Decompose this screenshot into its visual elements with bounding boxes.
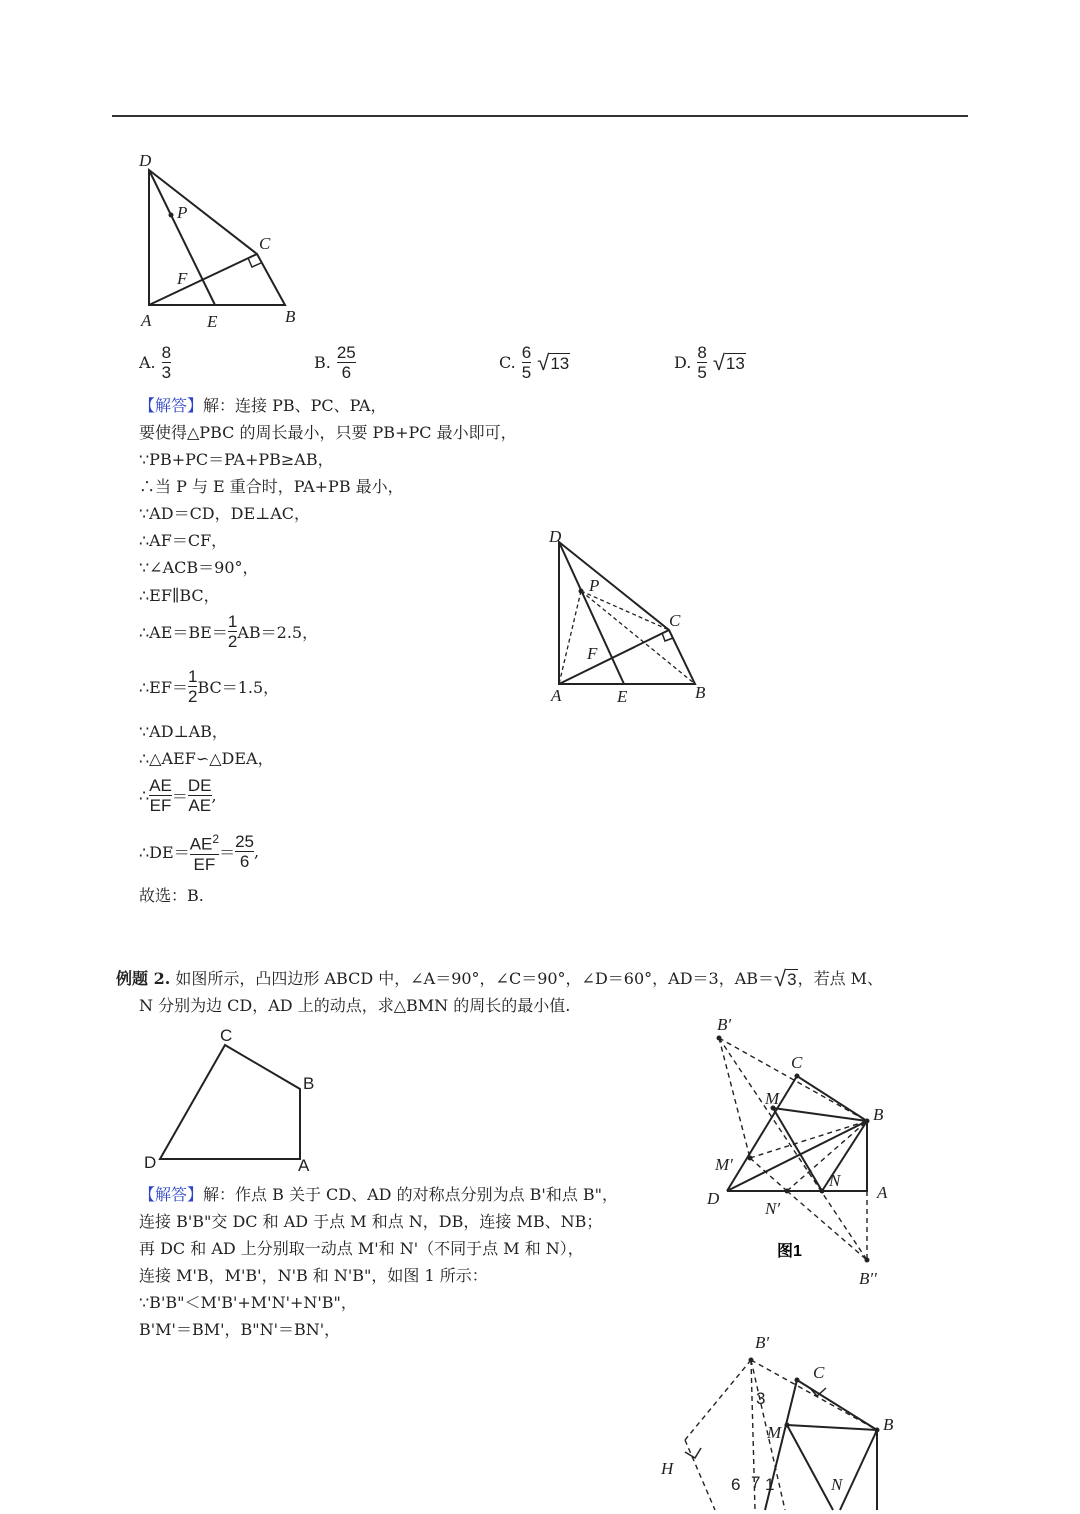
figure-4 <box>705 1008 905 1297</box>
figure-3 <box>140 1025 330 1179</box>
solution1-line-3: ∵PB+PC＝PA+PB≥AB， <box>139 450 334 469</box>
fig4-label-n-prime: N′ <box>765 1199 781 1218</box>
example2-line-2: N 分别为边 CD，AD 上的动点，求△BMN 的周长的最小值. <box>139 996 571 1015</box>
solution1-ef-equation: ∴EF＝ $\frac{1}{2}$ BC＝1.5， <box>139 667 280 706</box>
solution2-line-2: 连接 B'B"交 DC 和 AD 于点 M 和点 N，DB，连接 MB、NB； <box>139 1212 603 1231</box>
fig2-label-e: E <box>617 687 628 706</box>
fig5-label-1: 1 <box>765 1475 775 1494</box>
fig5-label-7: 7 <box>751 1473 761 1492</box>
solution2-line-1: 【解答】解：作点 B 关于 CD、AD 的对称点分别为点 B'和点 B"， <box>139 1185 619 1204</box>
fig4-label-a: A <box>877 1183 888 1202</box>
option-a: A. $\frac{8}{3}$ <box>139 343 172 382</box>
fig3-label-c: C <box>220 1026 233 1045</box>
solution2-line-5: ∵B'B"＜M'B'+M'N'+N'B"， <box>139 1293 357 1312</box>
fig4-caption: 图1 <box>777 1243 802 1260</box>
fig4-label-m-prime: M′ <box>715 1155 733 1174</box>
fig1-label-d: D <box>139 151 152 170</box>
fig5-label-h: H <box>661 1459 674 1478</box>
fig2-label-c: C <box>669 611 681 630</box>
fig4-label-m: M <box>765 1089 780 1108</box>
solution1-ae-equation: ∴AE＝BE＝ $\frac{1}{2}$ AB＝2.5， <box>139 612 319 651</box>
fig2-label-d: D <box>549 527 562 546</box>
fig3-label-d: D <box>144 1153 157 1172</box>
fig5-label-3: 3 <box>756 1389 766 1408</box>
fig4-label-b-prime: B′ <box>717 1015 732 1034</box>
fig4-label-b-double-prime: B′′ <box>859 1269 877 1288</box>
fig1-label-p: P <box>177 203 188 222</box>
fig5-label-b: B <box>883 1415 894 1434</box>
solution1-line-1: 【解答】解：连接 PB、PC、PA， <box>139 396 387 415</box>
solution2-line-4: 连接 M'B，M'B'，N'B 和 N'B"，如图 1 所示： <box>139 1266 488 1285</box>
solution2-line-6: B'M'＝BM'，B"N'＝BN'， <box>139 1320 341 1339</box>
header-rule <box>112 115 968 117</box>
solution1-ratio-equation: ∴ $\frac{AE}{EF}$ ＝ $\frac{DE}{AE}$ , <box>139 776 217 815</box>
fig2-label-p: P <box>589 576 600 595</box>
fig2-label-a: A <box>551 686 562 705</box>
fig4-label-n: N <box>829 1171 841 1190</box>
option-c: C. $\frac{6}{5}$ √ 13 <box>499 343 570 382</box>
fig1-label-e: E <box>207 312 218 331</box>
option-d: D. $\frac{8}{5}$ √ 13 <box>674 343 745 382</box>
fig1-label-a: A <box>141 311 152 330</box>
solution2-line-3: 再 DC 和 AD 上分别取一动点 M'和 N'（不同于点 M 和 N）， <box>139 1239 584 1258</box>
fig2-label-f: F <box>587 644 598 663</box>
figure-2 <box>545 527 715 711</box>
solution1-line-2: 要使得△PBC 的周长最小，只要 PB+PC 最小即可， <box>139 423 517 442</box>
fig4-label-d: D <box>707 1189 720 1208</box>
fig4-label-b: B <box>873 1105 884 1124</box>
fig3-label-b: B <box>303 1074 315 1093</box>
solution1-de-equation: ∴DE＝ $\frac{AE^2}{EF}$ ＝ $\frac{25}{6}$ , <box>139 832 260 874</box>
solution1-line-7: ∵∠ACB＝90°， <box>139 558 259 577</box>
solution1-line-6: ∴AF＝CF， <box>139 531 228 550</box>
fig5-label-n: N <box>831 1475 843 1494</box>
fig3-label-a: A <box>298 1156 310 1175</box>
figure-5 <box>655 1330 905 1514</box>
fig5-label-c: C <box>813 1363 825 1382</box>
solution1-answer: 故选：B. <box>139 886 204 905</box>
solution1-line-sim: ∴△AEF∽△DEA， <box>139 749 274 768</box>
solution1-line-4: ∴当 P 与 E 重合时，PA+PB 最小， <box>139 477 404 496</box>
option-b: B. $\frac{25}{6}$ <box>314 343 356 382</box>
figure-1 <box>135 150 310 339</box>
fig1-label-c: C <box>259 234 271 253</box>
solution1-line-ad: ∵AD⊥AB， <box>139 722 228 741</box>
fig1-label-b: B <box>285 307 296 326</box>
solution1-line-5: ∵AD＝CD，DE⊥AC， <box>139 504 310 523</box>
example2-line-1: 例题 2. 如图所示，凸四边形 ABCD 中，∠A＝90°，∠C＝90°，∠D＝60°，AD＝3，AB＝ √ 3 ，若点 M、 <box>116 966 884 991</box>
solution1-line-8: ∴EF∥BC， <box>139 586 220 605</box>
fig5-label-6: 6 <box>731 1475 741 1494</box>
fig5-label-b-prime: B′ <box>755 1333 770 1352</box>
fig5-label-m: M <box>767 1423 782 1442</box>
fig2-label-b: B <box>695 683 706 702</box>
fig4-label-c: C <box>791 1053 803 1072</box>
fig1-label-f: F <box>177 269 188 288</box>
